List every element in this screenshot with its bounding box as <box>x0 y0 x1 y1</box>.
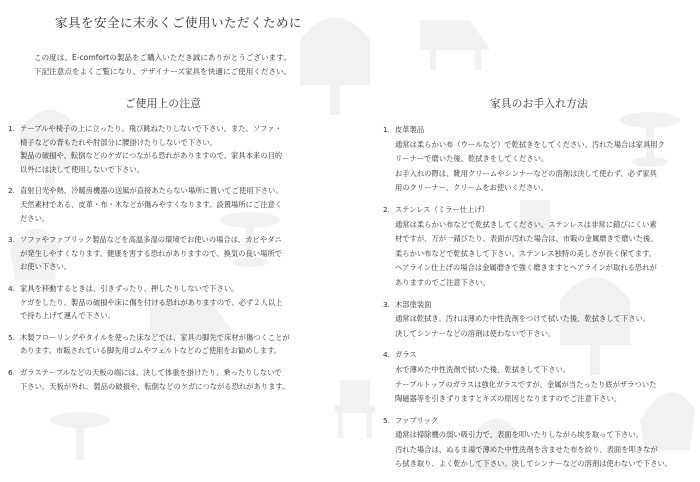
item-line: ケガをしたり、製品の破損や床に傷を付ける恐れがありますので、必ず２人以上 <box>20 297 283 307</box>
item-number: 6. <box>8 367 15 377</box>
care-item-glass <box>383 348 695 406</box>
item-line: 水で薄めた中性洗剤で拭いた後、乾拭きして下さい。 <box>395 364 571 374</box>
item-line: テーブルや椅子の上に立ったり、飛び跳ねたりしないで下さい。また、ソファ・ <box>20 124 282 133</box>
item-line: 汚れた場合は、ぬるま湯で薄めた中性洗剤を含ませた布を絞り、表面を叩きなが <box>395 444 658 454</box>
care-item-heading: ファブリック <box>395 415 439 425</box>
item-line: テーブルトップのガラスは強化ガラスですが、金属が当たったり底がザラついた <box>395 379 657 389</box>
care-item-heading: ステンレス（ミラー仕上げ） <box>395 204 489 214</box>
item-line: 決してシンナーなどの溶剤は使わないで下さい。 <box>395 328 556 338</box>
usage-precautions-section <box>8 96 326 393</box>
usage-item-2 <box>8 184 326 225</box>
care-instructions-title: 家具のお手入れ方法 <box>489 98 589 110</box>
item-line: お使い下さい。 <box>20 262 72 272</box>
item-number: 4. <box>8 283 15 293</box>
item-line: 直射日光や熱、冷暖房機器の送風が直接あたらない場所に置いてご使用下さい。 <box>20 186 283 196</box>
care-item-heading: 木部塗装面 <box>395 299 432 309</box>
item-line: お手入れの際は、靴用クリームやシンナーなどの溶剤は決して使わず、必ず家具 <box>395 168 657 178</box>
item-line: 天然素材である、皮革・布・木などが傷みやすくなります。設置場所にご注意く <box>20 199 283 209</box>
item-line: 柔らかい布などで乾拭きして下さい。ステンレス独特の美しさが長く保てます。 <box>395 248 657 258</box>
item-line: 用のクリーナー、クリームをお使いください。 <box>395 183 548 193</box>
usage-item-5 <box>8 331 326 358</box>
item-line: 以外には決して使用しないで下さい。 <box>20 164 145 174</box>
item-line: ガラステーブルなどの天板の端には、決して体重を掛けたり、乗ったりしないで <box>20 367 282 377</box>
item-line: 椅子などの背もたれや肘部分に腰掛けたりしないで下さい。 <box>20 137 218 147</box>
care-item-wood <box>383 298 695 342</box>
item-line: 通常は乾拭き。汚れは薄めた中性洗剤をつけて拭いた後、乾拭きして下さい。 <box>395 314 651 324</box>
usage-item-1 <box>8 122 326 176</box>
care-item-fabric <box>383 414 695 472</box>
item-line: 通常は掃除機の弱い吸引力で、表面を叩いたりしながら埃を取って下さい。 <box>395 430 643 440</box>
item-line: 陶磁器等を引きずりますとキズの原因となりますのでご注意下さい。 <box>395 394 622 404</box>
usage-item-6 <box>8 366 326 393</box>
care-item-heading: 皮革製品 <box>395 125 425 134</box>
item-line: ありますのでご注意下さい。 <box>395 277 490 287</box>
item-line: 材ですが、万が一錆びたり、表面が汚れた場合は、市販の金属磨きで磨いた後、 <box>395 234 658 244</box>
care-item-heading: ガラス <box>395 350 417 360</box>
care-item-stainless <box>383 203 695 291</box>
item-line: ソファやファブリック製品などを高温多湿の環境でお使いの場合は、カビやダニ <box>20 235 282 245</box>
item-line: 通常は柔らかい布などで乾拭きしてください。ステンレスは非常に錆びにくい素 <box>395 219 657 229</box>
intro-line: 下記注意点をよくご覧になり、デザイナーズ家具を快適にご使用ください。 <box>34 67 292 76</box>
care-instructions-section <box>383 96 695 472</box>
intro-text <box>34 51 291 79</box>
item-line: 家具を移動するときは、引きずったり、押したりしないで下さい。 <box>20 283 239 293</box>
item-number: 2. <box>8 186 15 196</box>
item-line: ヘアライン仕上げの場合は金属磨きで強く磨きますとヘアラインが取れる恐れが <box>395 263 657 273</box>
intro-line: この度は、E-comfortの製品をご購入いただき誠にありがとうございます。 <box>34 53 291 62</box>
item-line: 製品の破損や、転倒などのケガにつながる恐れがありますので、家具本来の目的 <box>20 151 283 161</box>
item-number: 3. <box>383 299 390 309</box>
usage-item-3 <box>8 233 326 274</box>
item-line: リーナーで磨いた後、乾拭きをしてください。 <box>395 154 549 164</box>
page-title: 家具を安全に末永くご使用いただくために <box>55 15 303 30</box>
care-item-leather <box>383 123 695 196</box>
item-number: 5. <box>383 415 390 425</box>
item-line: 通常は柔らかい布（ウールなど）で乾拭きをしてください。汚れた場合は家具用ク <box>395 139 665 149</box>
item-line: で持ち上げて運んで下さい。 <box>20 311 115 321</box>
usage-precautions-title: ご使用上の注意 <box>124 98 202 110</box>
item-number: 5. <box>8 332 15 342</box>
item-line: 下さい。天板が外れ、製品の破損や、転倒などのケガにつながる恐れがあります。 <box>20 381 290 391</box>
usage-item-4 <box>8 282 326 323</box>
item-line: 木製フローリングやタイルを使った床などでは、家具の脚先で床材が傷つくことが <box>20 332 290 342</box>
item-line: あります。市販されている脚先用ゴムやフェルトなどのご使用をお勧めします。 <box>20 346 282 356</box>
item-number: 2. <box>383 204 390 214</box>
item-number: 3. <box>8 235 15 245</box>
item-line: ら拭き取り、よく乾かして下さい。決してシンナーなどの溶剤は使わないで下さい。 <box>395 459 673 469</box>
item-number: 1. <box>8 124 15 133</box>
item-number: 1. <box>383 125 390 134</box>
item-line: ださい。 <box>20 213 50 223</box>
item-number: 4. <box>383 350 390 360</box>
item-line: が発生しやすくなります。健康を害する恐れがありますので、換気の良い場所で <box>20 248 282 258</box>
